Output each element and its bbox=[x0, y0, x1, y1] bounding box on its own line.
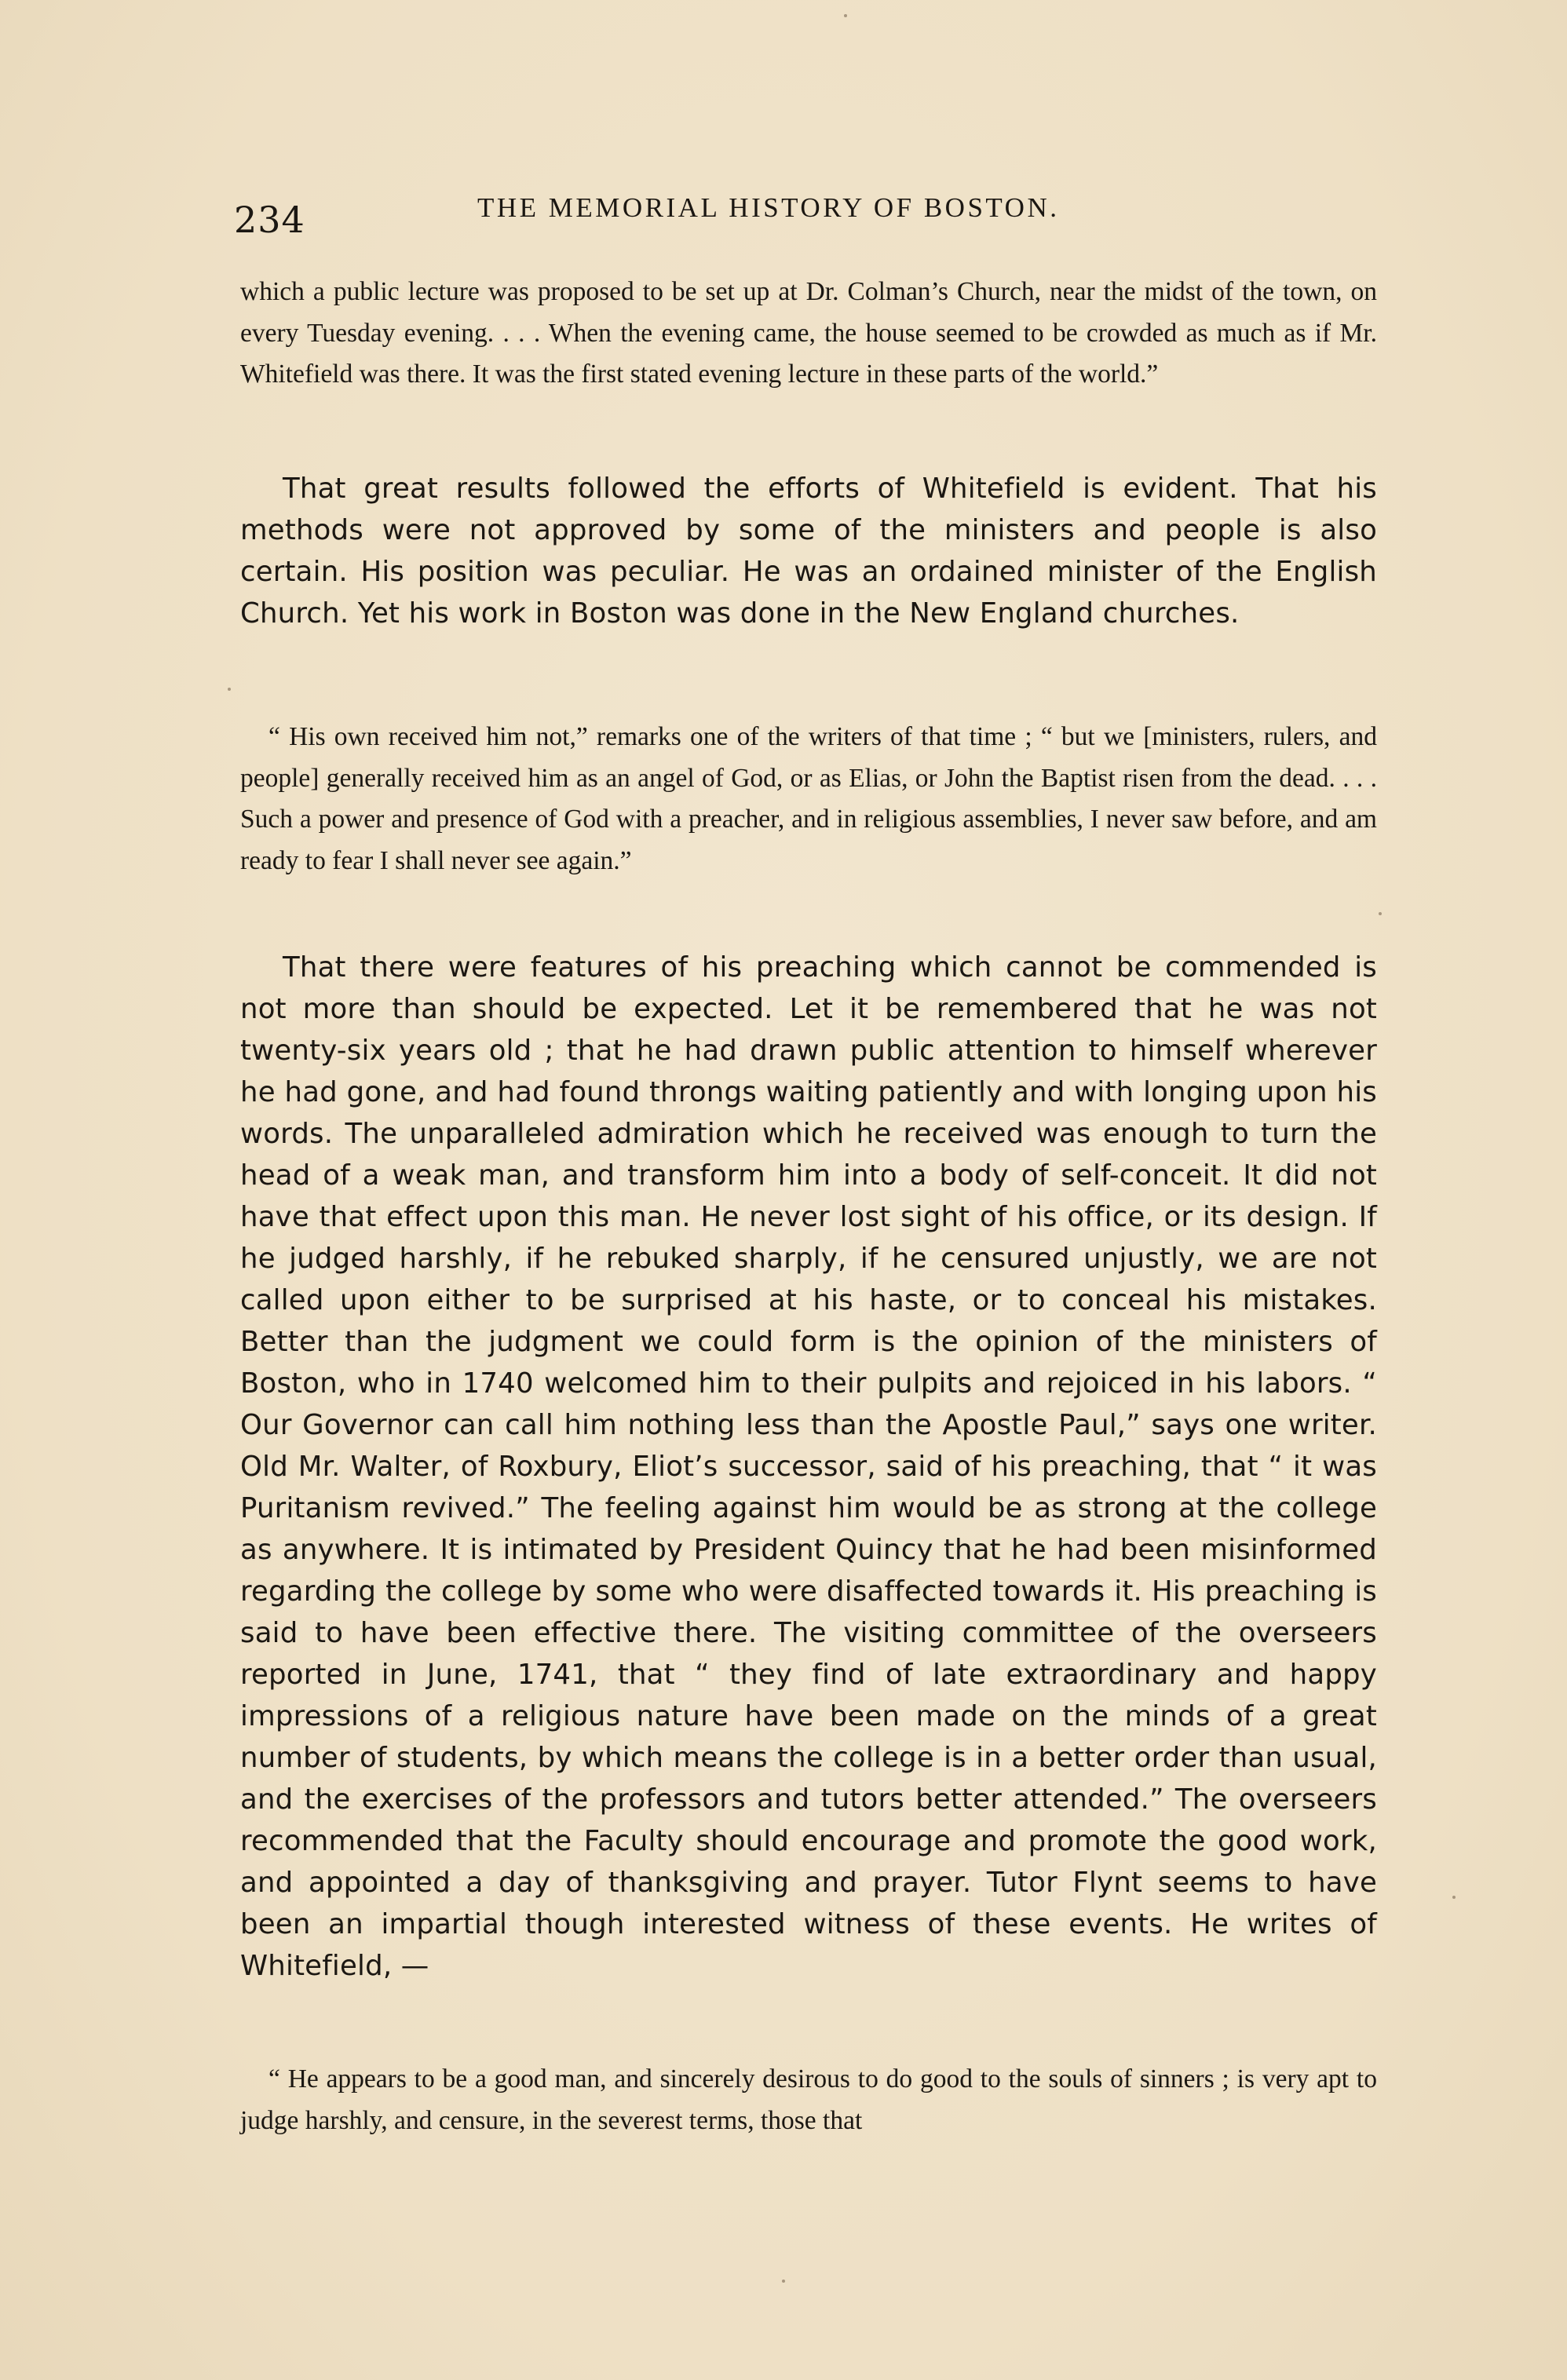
quote-block-flynt-on-whitefield: “ He appears to be a good man, and sincerely desirous to do good to the souls of sinners ; is very apt to judge harshly, and censure, in the severest terms, those that bbox=[240, 2064, 1377, 2135]
running-head-title: THE MEMORIAL HISTORY OF BOSTON. bbox=[477, 192, 1060, 223]
quote-block-colman-lecture: which a public lecture was proposed to be set up at Dr. Colman’s Church, near the midst of the town, on every Tuesday evening. . . . When the evening came, the house seemed to be crowded as much as if Mr. Whitefield was there. It was the first stated evening lecture in these parts of the world.” bbox=[240, 277, 1377, 389]
paper-speck bbox=[228, 688, 231, 691]
quote-block-received-him-not: “ His own received him not,” remarks one of the writers of that time ; “ but we [ministers, rulers, and people] generally received him as an angel of God, or as Elias, or John the Baptist risen from the dead. . . . Such a power and presence of God with a preacher, and in religious assemblies, I never saw before, and am ready to fear I shall never see again.” bbox=[240, 722, 1377, 875]
paragraph-whitefield-results: That great results followed the efforts of Whitefield is evident. That his methods were not approved by some of the ministers and people is also certain. His position was peculiar. He was an ordained minister of the English Church. Yet his work in Boston was done in the New England churches. bbox=[240, 473, 1377, 630]
page-number: 234 bbox=[234, 199, 305, 241]
paragraph-features-of-preaching: That there were features of his preaching which cannot be commended is not more than should be expected. Let it be remembered that he was not twenty-six years old ; that he had drawn public attention to himself wherever he had gone, and had found throngs waiting patiently and with longing upon his words. The unparalleled admiration which he received was enough to turn the head of a weak man, and transform him into a body of self-conceit. It did not have that effect upon this man. He never lost sight of his office, or its design. If he judged harshly, if he rebuked sharply, if he censured unjustly, we are not called upon either to be surprised at his haste, or to conceal his mistakes. Better than the judgment we could form is the opinion of the ministers of Boston, who in 1740 welcomed him to their pulpits and rejoiced in his labors. “ Our Governor can call him nothing less than the Apostle Paul,” says one writer. Old Mr. Walter, of Roxbury, Eliot’s successor, said of his preaching, that “ it was Puritanism revived.” The feeling against him would be as strong at the college as anywhere. It is intimated by President Quincy that he had been misinformed regarding the college by some who were disaffected towards it. His preaching is said to have been effective there. The visiting committee of the overseers reported in June, 1741, that “ they find of late extraordinary and happy impressions of a religious nature have been made on the minds of a great number of students, by which means the college is in a better order than usual, and the exercises of the professors and tutors better attended.” The overseers recommended that the Faculty should encourage and promote the good work, and appointed a day of thanksgiving and prayer. Tutor Flynt seems to have been an impartial though interested witness of these events. He writes of Whitefield, — bbox=[240, 951, 1377, 1982]
running-head bbox=[234, 192, 1380, 239]
paper-speck bbox=[1379, 912, 1382, 915]
paper-speck bbox=[844, 14, 847, 17]
paper-speck bbox=[1452, 1896, 1456, 1899]
paper-speck bbox=[782, 2280, 785, 2283]
